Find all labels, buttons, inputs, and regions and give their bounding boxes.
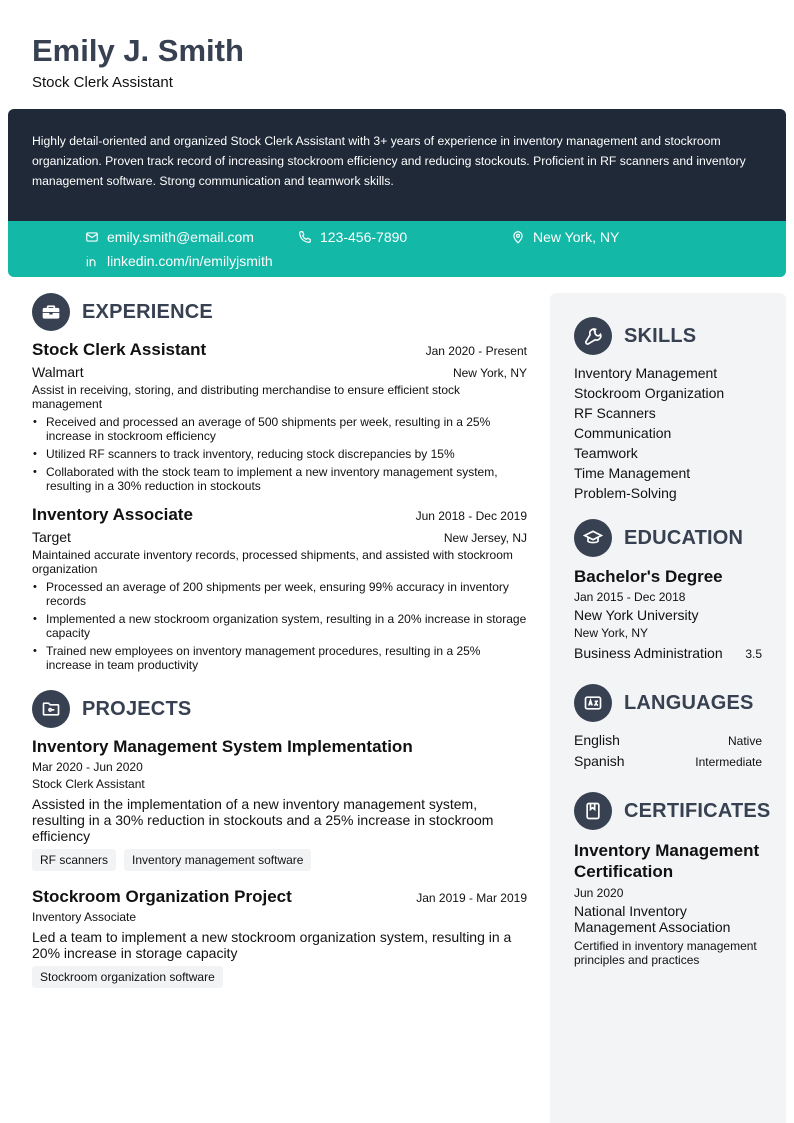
languages-section <box>574 684 762 772</box>
certificates-section <box>574 792 771 967</box>
education-location: New York, NY <box>574 626 649 640</box>
languages-title: LANGUAGES <box>624 691 754 714</box>
skill-item: Time Management <box>574 465 691 481</box>
skill-item: Communication <box>574 425 672 441</box>
job-description: Assist in receiving, storing, and distributing merchandise to ensure efficient stock management <box>32 383 460 411</box>
education-title: EDUCATION <box>624 526 744 549</box>
job-bullet: • Received and processed an average of 500 shipments per week, resulting in a 25% increase in stockroom efficiency <box>32 415 527 443</box>
job-bullet: • Processed an average of 200 shipments per week, ensuring 99% accuracy in inventory records <box>32 580 527 608</box>
education-degree: Bachelor's Degree <box>574 567 723 586</box>
education-gpa: 3.5 <box>745 647 762 661</box>
project-entry <box>32 887 527 988</box>
skill-item: Stockroom Organization <box>574 385 725 401</box>
education-heading <box>574 519 762 557</box>
project-tag: Inventory management software <box>124 849 311 871</box>
education-section <box>574 519 762 664</box>
job-bullet: • Implemented a new stockroom organization system, resulting in a 20% increase in storage capacity <box>32 612 527 640</box>
project-role: Stock Clerk Assistant <box>32 777 145 791</box>
location-text: New York, NY <box>533 229 620 245</box>
projects-heading <box>32 690 527 728</box>
job-entry <box>32 505 527 672</box>
skill-item: RF Scanners <box>574 405 656 421</box>
candidate-title: Stock Clerk Assistant <box>32 74 173 91</box>
translate-icon <box>574 684 612 722</box>
contact-email[interactable] <box>85 229 254 245</box>
job-entry <box>32 340 527 493</box>
job-dates: Jun 2018 - Dec 2019 <box>415 509 527 523</box>
education-field-row <box>574 643 762 664</box>
skills-title: SKILLS <box>624 324 697 347</box>
contact-bar <box>8 221 786 277</box>
wrench-icon <box>574 317 612 355</box>
job-location: New York, NY <box>452 366 527 380</box>
project-dates: Mar 2020 - Jun 2020 <box>32 760 143 774</box>
location-pin-icon <box>511 230 525 244</box>
project-tags <box>32 966 527 988</box>
job-bullets <box>32 580 527 672</box>
briefcase-icon <box>32 293 70 331</box>
job-bullet: • Utilized RF scanners to track inventory, reducing stock discrepancies by 15% <box>32 447 527 461</box>
skills-section <box>574 317 762 503</box>
contact-linkedin[interactable] <box>85 253 273 269</box>
folder-icon <box>32 690 70 728</box>
certificates-title: CERTIFICATES <box>624 799 771 822</box>
skills-list <box>574 363 762 503</box>
job-description: Maintained accurate inventory records, processed shipments, and assisted with stockroom organization <box>32 548 513 576</box>
project-tag: Stockroom organization software <box>32 966 223 988</box>
summary-contact-band <box>8 109 786 277</box>
project-tags <box>32 849 527 871</box>
experience-title: EXPERIENCE <box>82 300 213 323</box>
bookmark-book-icon <box>574 792 612 830</box>
project-entry <box>32 737 527 871</box>
education-school: New York University <box>574 607 699 623</box>
resume-header <box>32 34 244 91</box>
summary-text: Highly detail-oriented and organized Stock Clerk Assistant with 3+ years of experience in inventory management and stockroom organization. Proven track record of increasing stockroom efficiency and reducing stockouts. Proficient in RF scanners and inventory management software. Strong communication and teamwork skills. <box>8 109 786 221</box>
projects-title: PROJECTS <box>82 697 192 720</box>
project-dates: Jan 2019 - Mar 2019 <box>416 891 527 905</box>
certificate-title: Inventory Management Certification <box>574 841 760 881</box>
certificate-issuer: National Inventory Management Association <box>574 903 731 935</box>
job-title: Stock Clerk Assistant <box>32 340 207 359</box>
language-name: Spanish <box>574 753 625 769</box>
main-column <box>32 293 527 988</box>
job-company: Target <box>32 529 71 545</box>
language-level: Intermediate <box>695 755 762 769</box>
project-role: Inventory Associate <box>32 910 137 924</box>
linkedin-text: linkedin.com/in/emilyjsmith <box>107 253 273 269</box>
job-dates: Jan 2020 - Present <box>425 344 527 358</box>
job-bullets <box>32 415 527 493</box>
phone-icon <box>298 230 312 244</box>
job-title: Inventory Associate <box>32 505 193 524</box>
project-tag: RF scanners <box>32 849 116 871</box>
project-title: Inventory Management System Implementation <box>32 737 413 756</box>
phone-text: 123-456-7890 <box>320 229 408 245</box>
mail-icon <box>85 230 99 244</box>
education-field: Business Administration <box>574 645 723 661</box>
contact-location <box>511 229 619 245</box>
email-text: emily.smith@email.com <box>107 229 254 245</box>
candidate-name: Emily J. Smith <box>32 33 244 68</box>
certificate-date: Jun 2020 <box>574 886 624 900</box>
skill-item: Inventory Management <box>574 365 718 381</box>
certificates-heading <box>574 792 771 830</box>
linkedin-icon <box>85 254 99 268</box>
project-title: Stockroom Organization Project <box>32 887 292 906</box>
skill-item: Problem-Solving <box>574 485 677 501</box>
job-bullet: • Collaborated with the stock team to implement a new inventory management system, resulting in a 30% reduction in stockouts <box>32 465 527 493</box>
language-row <box>574 730 762 751</box>
job-location: New Jersey, NJ <box>443 531 527 545</box>
skills-heading <box>574 317 762 355</box>
job-company: Walmart <box>32 364 84 380</box>
experience-heading <box>32 293 527 331</box>
education-dates: Jan 2015 - Dec 2018 <box>574 590 686 604</box>
sidebar <box>550 293 786 1123</box>
job-bullet: • Trained new employees on inventory management procedures, resulting in a 25% increase in team productivity <box>32 644 527 672</box>
language-level: Native <box>727 734 762 748</box>
languages-heading <box>574 684 762 722</box>
contact-phone[interactable] <box>298 229 407 245</box>
language-name: English <box>574 732 620 748</box>
language-row <box>574 751 762 772</box>
skill-item: Teamwork <box>574 445 638 461</box>
graduation-cap-icon <box>574 519 612 557</box>
project-description: Led a team to implement a new stockroom organization system, resulting in a 20% increase in storage capacity <box>32 929 512 961</box>
project-description: Assisted in the implementation of a new inventory management system, resulting in a 30% reduction in stockouts and a 25% increase in stockroom efficiency <box>32 796 494 844</box>
certificate-description: Certified in inventory management principles and practices <box>574 939 757 967</box>
